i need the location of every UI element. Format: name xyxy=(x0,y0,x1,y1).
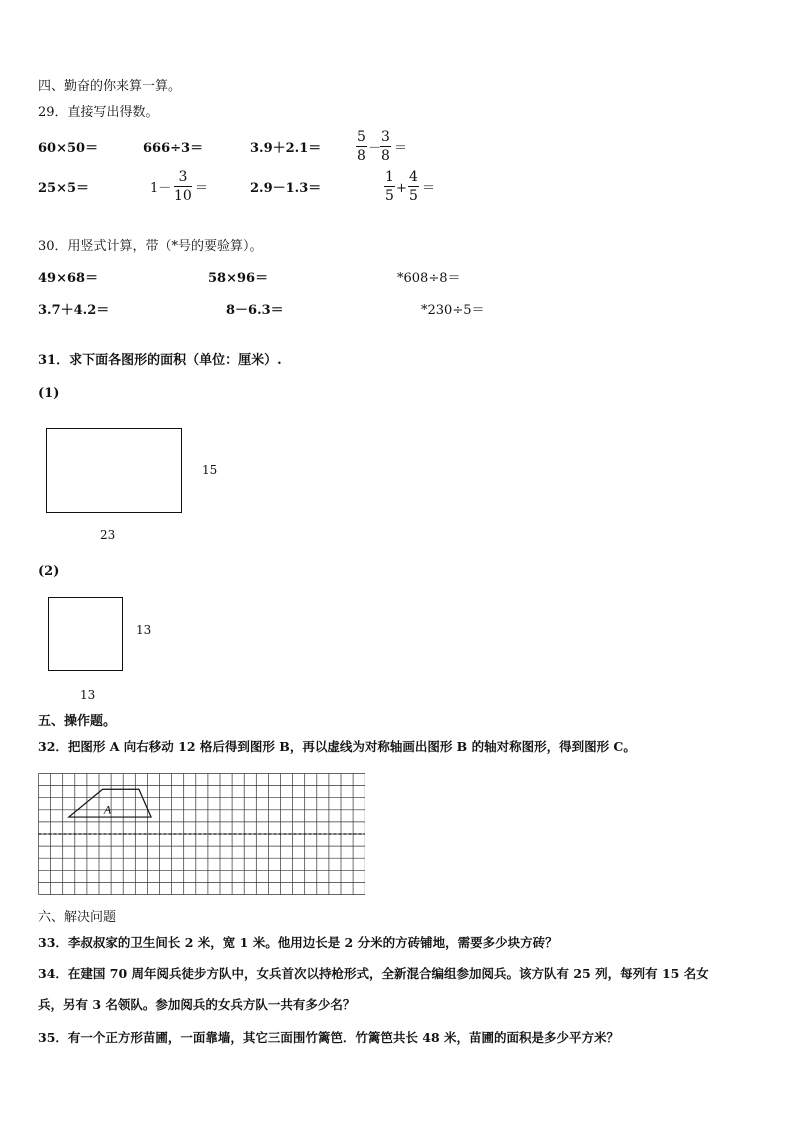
equals-sign: ＝ xyxy=(422,181,436,196)
fraction xyxy=(384,170,395,203)
numerator: 1 xyxy=(385,169,394,185)
q34-text-line1: 34．在建国 70 周年阅兵徒步方队中，女兵首次以持枪形式，全新混合编组参加阅兵。该方队有 25 列，每列有 15 名女 xyxy=(38,966,709,981)
grid-paper xyxy=(38,773,365,897)
operator: + xyxy=(396,181,407,196)
side-label-bottom: 13 xyxy=(80,688,96,702)
rectangle-figure xyxy=(46,428,182,513)
q29-item: 666÷3＝ xyxy=(143,141,204,156)
section6-title: 六、解决问题 xyxy=(38,910,117,925)
numerator: 3 xyxy=(381,129,390,145)
q31-figure-2-label: (2) xyxy=(38,564,60,579)
q29-item: 2.9－1.3＝ xyxy=(250,181,322,196)
denominator: 5 xyxy=(409,188,418,204)
denominator: 8 xyxy=(381,148,390,164)
section4-title: 四、勤奋的你来算一算。 xyxy=(38,79,182,94)
q29-label: 29．直接写出得数。 xyxy=(38,105,159,120)
q30-item: 58×96＝ xyxy=(208,271,269,286)
q35-text: 35．有一个正方形苗圃，一面靠墙，其它三面围竹篱笆．竹篱笆共长 48 米，苗圃的面积是多少平方米？ xyxy=(38,1030,619,1045)
square-figure xyxy=(48,597,123,671)
denominator: 5 xyxy=(385,188,394,204)
q31-figure-1-label: (1) xyxy=(38,386,60,401)
numerator: 4 xyxy=(409,169,418,185)
denominator: 10 xyxy=(174,188,192,204)
q32-label: 32．把图形 A 向右移动 12 格后得到图形 B，再以虚线为对称轴画出图形 B 的轴对称图形，得到图形 C。 xyxy=(38,739,636,754)
q31-label: 31．求下面各图形的面积（单位：厘米）. xyxy=(38,353,282,368)
q30-item: 49×68＝ xyxy=(38,271,99,286)
operator: － xyxy=(368,141,382,156)
side-label-right: 13 xyxy=(136,623,152,637)
fraction xyxy=(174,170,192,203)
q30-label: 30．用竖式计算，带（*号的要验算）。 xyxy=(38,239,263,254)
equals-sign: ＝ xyxy=(394,141,408,156)
expression-lead: 1－ xyxy=(150,181,172,196)
equals-sign: ＝ xyxy=(195,181,209,196)
numerator: 3 xyxy=(178,169,188,185)
q34-text-line2: 兵，另有 3 名领队。参加阅兵的女兵方队一共有多少名？ xyxy=(38,997,356,1012)
numerator: 5 xyxy=(357,129,366,145)
fraction xyxy=(380,130,391,163)
q29-item: 60×50＝ xyxy=(38,141,99,156)
height-label: 15 xyxy=(202,463,218,477)
q29-item: 3.9＋2.1＝ xyxy=(250,141,322,156)
q30-item: *230÷5＝ xyxy=(421,303,485,318)
fraction xyxy=(408,170,419,203)
shape-a-label: A xyxy=(103,802,112,817)
q30-item: 3.7＋4.2＝ xyxy=(38,303,110,318)
denominator: 8 xyxy=(357,148,366,164)
q29-item: 25×5＝ xyxy=(38,181,90,196)
q33-text: 33．李叔叔家的卫生间长 2 米，宽 1 米。他用边长是 2 分米的方砖铺地，需要多少块方砖？ xyxy=(38,935,558,950)
q30-item: *608÷8＝ xyxy=(397,271,461,286)
q30-item: 8－6.3＝ xyxy=(226,303,284,318)
section5-title: 五、操作题。 xyxy=(38,714,117,729)
width-label: 23 xyxy=(100,528,116,542)
fraction xyxy=(356,130,367,163)
